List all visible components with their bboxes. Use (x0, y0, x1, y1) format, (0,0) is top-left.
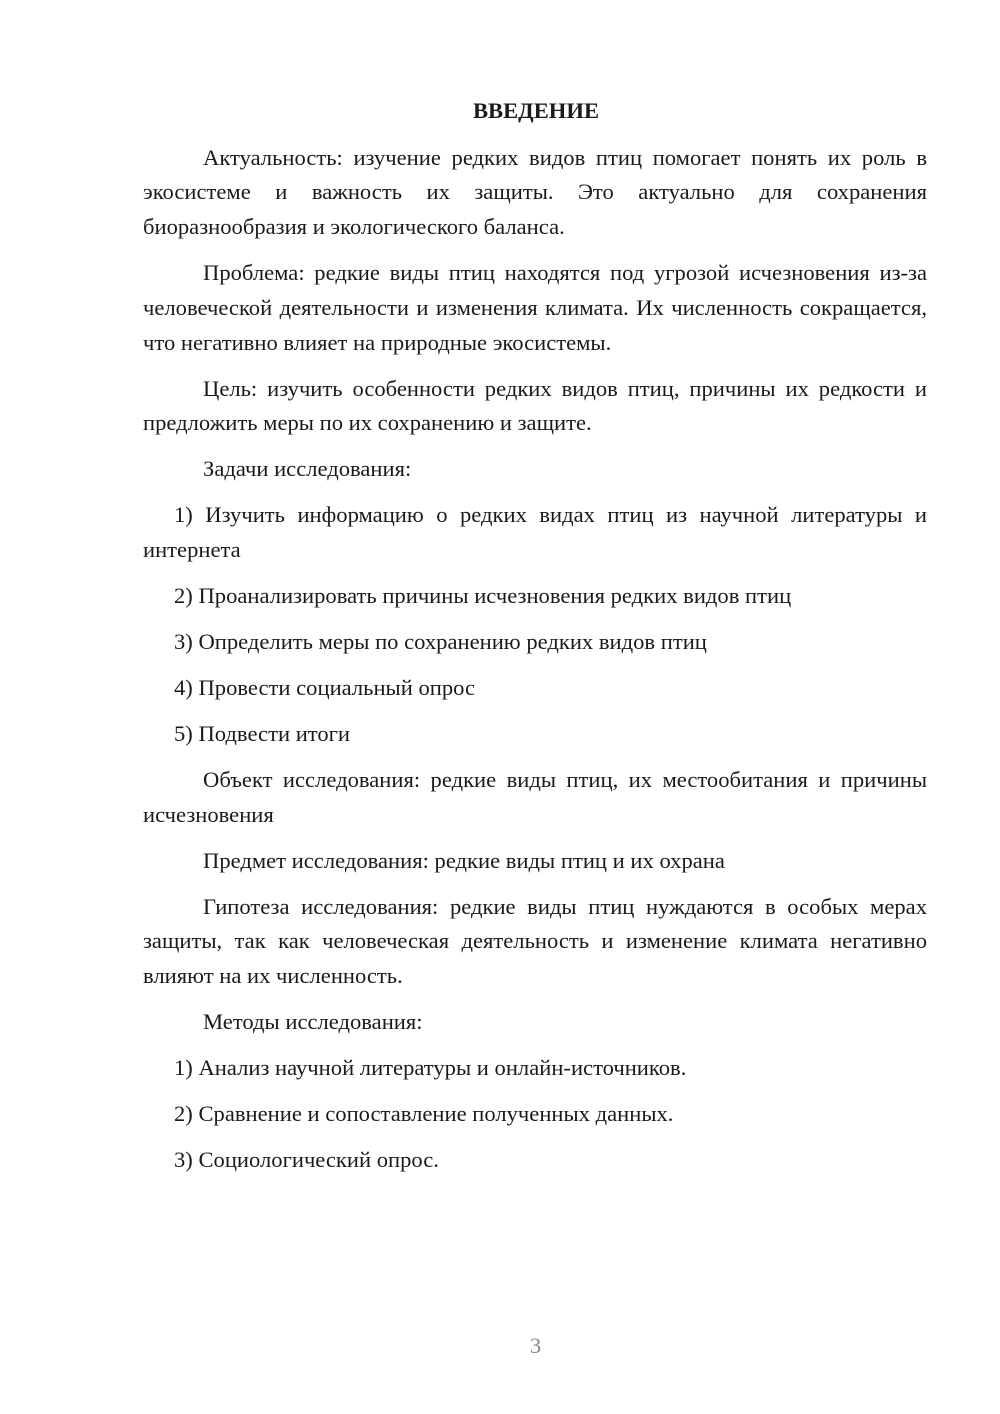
task-item: 1) Изучить информацию о редких видах птиц из научной литературы и интернета (143, 502, 927, 562)
page-number: 3 (529, 1333, 542, 1358)
method-item: 1) Анализ научной литературы и онлайн-источников. (174, 1055, 687, 1081)
relevance-paragraph: Актуальность: изучение редких видов птиц помогает понять их роль в экосистеме и важность их защиты. Это актуально для сохранения биоразнообразия и экологического баланса. (143, 144, 927, 240)
hypothesis-paragraph: Гипотеза исследования: редкие виды птиц нуждаются в особых мерах защиты, так как человеческая деятельность и изменение климата негативно влияют на их численность. (143, 893, 927, 989)
object-paragraph: Объект исследования: редкие виды птиц, их местообитания и причины исчезновения (143, 766, 927, 827)
task-item: 4) Провести социальный опрос (174, 674, 476, 700)
task-item: 5) Подвести итоги (174, 720, 351, 746)
subject-paragraph: Предмет исследования: редкие виды птиц и их охрана (203, 847, 725, 873)
task-item: 3) Определить меры по сохранению редких видов птиц (174, 628, 707, 654)
method-item: 2) Сравнение и сопоставление полученных данных. (174, 1101, 674, 1127)
task-item: 2) Проанализировать причины исчезновения редких видов птиц (174, 582, 792, 608)
goal-paragraph: Цель: изучить особенности редких видов птиц, причины их редкости и предложить меры по их сохранению и защите. (143, 375, 927, 436)
problem-paragraph: Проблема: редкие виды птиц находятся под угрозой исчезновения из-за человеческой деятельности и изменения климата. Их численность сокращается, что негативно влияет на природные экосистемы. (143, 260, 927, 355)
section-title: ВВЕДЕНИЕ (472, 98, 600, 123)
page-content (143, 94, 927, 1189)
method-item: 3) Социологический опрос. (174, 1147, 439, 1173)
methods-heading: Методы исследования: (203, 1009, 423, 1035)
tasks-heading: Задачи исследования: (203, 456, 412, 482)
